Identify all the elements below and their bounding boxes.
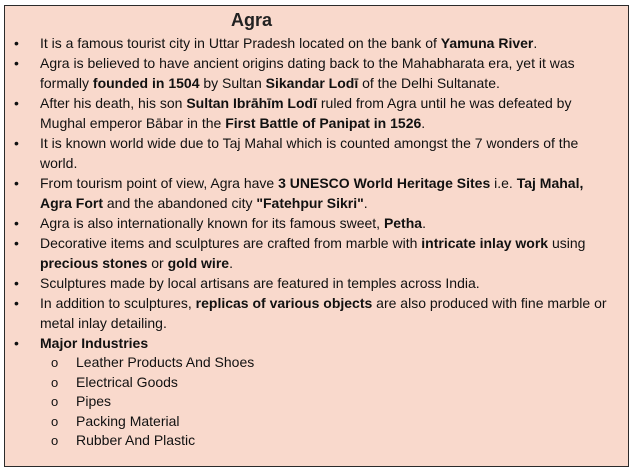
bold-text: Taj Mahal, Agra Fort	[40, 175, 584, 211]
list-item	[14, 293, 618, 333]
text: using	[548, 235, 586, 251]
bold-text: intricate inlay work	[421, 235, 549, 251]
bullet-icon: •	[14, 35, 19, 51]
text: ruled from Agra until he was defeated by Mughal emperor Bābar in the	[40, 95, 572, 131]
bold-text: First Battle of Panipat in 1526	[225, 115, 422, 131]
text: In addition to sculptures,	[40, 295, 196, 311]
list-item	[14, 213, 618, 233]
bold-text: Petha	[383, 215, 423, 231]
bullet-icon: •	[14, 175, 19, 191]
circle-bullet-icon: o	[51, 374, 59, 390]
text: .	[422, 215, 426, 231]
circle-bullet-icon: o	[51, 394, 59, 410]
bold-text: Sikandar Lodī	[265, 75, 359, 91]
text: Decorative items and sculptures are crafted from marble with	[40, 235, 422, 251]
list-item	[14, 33, 618, 53]
bullet-icon: •	[14, 135, 19, 151]
bold-text: 3 UNESCO World Heritage Sites	[278, 175, 491, 191]
industries-heading: Major Industries	[40, 335, 149, 351]
list-item	[14, 133, 618, 173]
text: Agra is also internationally known for its famous sweet,	[40, 215, 384, 231]
text: Agra is believed to have ancient origins dating back to the Mahabharata era, yet it was formally	[40, 55, 575, 91]
bold-text: Sultan Ibrāhīm Lodī	[186, 95, 317, 111]
list-item	[14, 273, 618, 293]
bullet-icon: •	[14, 55, 19, 71]
industry-label: Electrical Goods	[76, 373, 178, 390]
bullet-icon: •	[14, 335, 19, 351]
text: or	[147, 255, 168, 271]
bold-text: Yamuna River	[440, 35, 534, 51]
text: and the abandoned city	[103, 195, 257, 211]
circle-bullet-icon: o	[51, 433, 59, 449]
text: From tourism point of view, Agra have	[40, 175, 279, 191]
list-item	[14, 93, 618, 133]
circle-bullet-icon: o	[51, 355, 59, 370]
bold-text: precious stones	[40, 255, 148, 271]
text: by Sultan	[199, 75, 266, 91]
industry-item	[40, 353, 618, 373]
industry-item	[40, 373, 618, 393]
industry-label: Rubber And Plastic	[76, 432, 196, 449]
info-box	[4, 5, 629, 467]
industries-item	[14, 333, 618, 451]
bullet-icon: •	[14, 95, 19, 111]
list-item	[14, 173, 618, 213]
text: are also produced with fine marble or metal inlay detailing.	[40, 295, 607, 331]
industries-list	[40, 353, 618, 451]
industry-label: Packing Material	[76, 412, 180, 429]
bold-text: "Fatehpur Sikri"	[256, 195, 364, 211]
bold-text: replicas of various objects	[195, 295, 373, 311]
bold-text: founded in 1504	[92, 75, 200, 91]
industry-item	[40, 412, 618, 432]
list-item	[14, 53, 618, 93]
text: .	[229, 255, 233, 271]
bullet-icon: •	[14, 275, 19, 291]
list-item	[14, 233, 618, 273]
text: i.e.	[490, 175, 517, 191]
text: .	[421, 115, 426, 131]
bold-text: gold wire	[167, 255, 230, 271]
text: It is a famous tourist city in Uttar Pradesh located on the bank of	[40, 35, 441, 51]
text: It is known world wide due to Taj Mahal which is counted amongst the 7 wonders of the world.	[40, 135, 579, 171]
bullet-icon: •	[14, 215, 19, 231]
circle-bullet-icon: o	[51, 413, 59, 429]
text: of the Delhi Sultanate.	[358, 75, 500, 91]
text: .	[533, 35, 538, 51]
industry-item	[40, 392, 618, 412]
industry-label: Leather Products And Shoes	[76, 354, 255, 370]
bullet-icon: •	[14, 295, 19, 311]
industry-item	[40, 431, 618, 451]
fact-list	[14, 33, 618, 451]
text: After his death, his son	[40, 95, 187, 111]
text: Sculptures made by local artisans are featured in temples across India.	[40, 275, 480, 291]
industry-label: Pipes	[76, 393, 112, 410]
bullet-icon: •	[14, 235, 19, 251]
text: .	[363, 195, 368, 211]
page-title: Agra	[231, 10, 273, 30]
